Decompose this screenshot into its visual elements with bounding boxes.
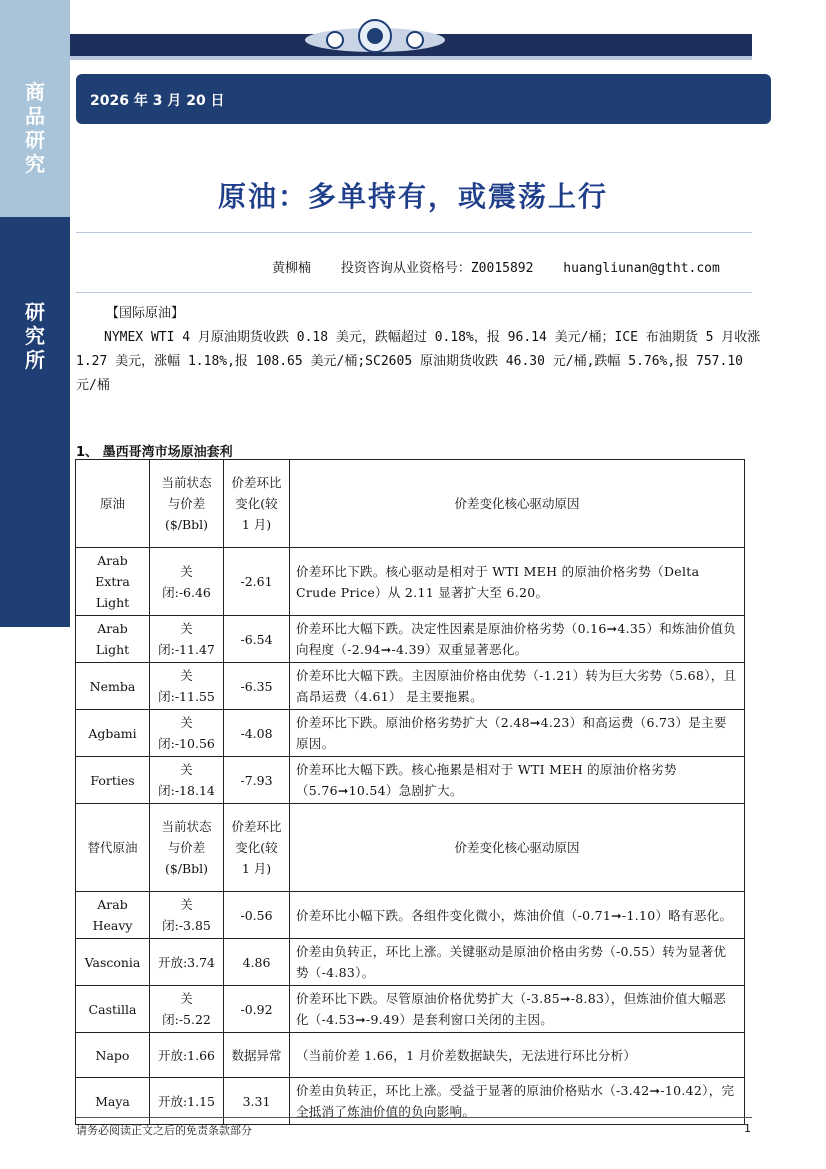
table-cell: 价差由负转正，环比上涨。受益于显著的原油价格贴水（-3.42➞-10.42），完全抵消了炼油价值的负向影响。 (290, 1078, 745, 1125)
table-cell: 关闭:-6.46 (150, 548, 224, 616)
table-cell: （当前价差 1.66，1 月价差数据缺失，无法进行环比分析） (290, 1033, 745, 1078)
section-tag: 【国际原油】 (106, 306, 185, 321)
table-cell: 价差环比下跌。原油价格劣势扩大（2.48➞4.23）和高运费（6.73）是主要原因。 (290, 710, 745, 757)
summary-paragraph (76, 326, 770, 398)
table-cell: 关闭:-5.22 (150, 986, 224, 1033)
table-cell: 数据异常 (224, 1033, 290, 1078)
table-row (76, 616, 745, 663)
table-header-cell: 价差变化核心驱动原因 (290, 804, 745, 892)
table-cell: 开放:1.15 (150, 1078, 224, 1125)
table-cell: 价差环比下跌。尽管原油价格优势扩大（-3.85➞-8.83），但炼油价值大幅恶化（-4.53➞-9.49）是套利窗口关闭的主因。 (290, 986, 745, 1033)
sidebar-top-label: 商品研究 (25, 80, 45, 176)
table-row (76, 939, 745, 986)
table-cell: -0.56 (224, 892, 290, 939)
table-cell: 价差环比大幅下跌。核心拖累是相对于 WTI MEH 的原油价格劣势（5.76➞10.54）急剧扩大。 (290, 757, 745, 804)
table-cell: 价差环比大幅下跌。主因原油价格由优势（-1.21）转为巨大劣势（5.68），且高昂运费（4.61） 是主要拖累。 (290, 663, 745, 710)
table-cell: 价差环比大幅下跌。决定性因素是原油价格劣势（0.16➞4.35）和炼油价值负向程度（-2.94➞-4.39）双重显著恶化。 (290, 616, 745, 663)
table-row (76, 1033, 745, 1078)
header-ornament (300, 14, 450, 54)
divider (76, 292, 752, 293)
sidebar-mid-label: 研究所 (25, 300, 45, 372)
table-cell: Maya (76, 1078, 150, 1125)
table-cell: 价差环比下跌。核心驱动是相对于 WTI MEH 的原油价格劣势（Delta Crude Price）从 2.11 显著扩大至 6.20。 (290, 548, 745, 616)
arbitrage-table (75, 459, 745, 1125)
author-email: huangliunan@gtht.com (563, 261, 720, 276)
table-cell: 关闭:-3.85 (150, 892, 224, 939)
table-header-cell: 价差变化核心驱动原因 (290, 460, 745, 548)
table-header-cell: 替代原油 (76, 804, 150, 892)
table-cell: Agbami (76, 710, 150, 757)
table-header-row (76, 804, 745, 892)
table-row (76, 663, 745, 710)
table-cell: Castilla (76, 986, 150, 1033)
report-title: 原油：多单持有，或震荡上行 (217, 180, 608, 213)
table-cell: -6.54 (224, 616, 290, 663)
section-heading: 1、 墨西哥湾市场原油套利 (76, 445, 233, 460)
table-cell: 关闭:-10.56 (150, 710, 224, 757)
table-cell: Arab Extra Light (76, 548, 150, 616)
table-header-cell: 价差环比变化(较 1 月) (224, 460, 290, 548)
table-row (76, 757, 745, 804)
table-cell: 4.86 (224, 939, 290, 986)
author-name: 黄柳楠 (272, 261, 312, 276)
table-header-cell: 当前状态与价差($/Bbl) (150, 804, 224, 892)
table-cell: Forties (76, 757, 150, 804)
table-row (76, 548, 745, 616)
sidebar-mid-band (0, 217, 70, 627)
table-cell: 关闭:-18.14 (150, 757, 224, 804)
table-header-row (76, 460, 745, 548)
table-cell: Nemba (76, 663, 150, 710)
table-cell: 关闭:-11.47 (150, 616, 224, 663)
table-cell: Napo (76, 1033, 150, 1078)
header-bar-accent (70, 56, 752, 60)
summary-text: NYMEX WTI 4 月原油期货收跌 0.18 美元，跌幅超过 0.18%，报 96.14 美元/桶；ICE 布油期货 5 月收涨 1.27 美元，涨幅 1.18%,报 108.65 美元/桶;SC2605 原油期货收跌 46.30 元/桶,跌幅 5.76%,报 757.10 元/桶 (76, 330, 761, 393)
table-row (76, 892, 745, 939)
author-qualification: 投资咨询从业资格号：Z0015892 (340, 261, 534, 276)
table-header-cell: 价差环比变化(较 1 月) (224, 804, 290, 892)
author-line (272, 257, 742, 276)
footer-disclaimer: 请务必阅读正文之后的免责条款部分 (76, 1124, 252, 1137)
table-cell: -4.08 (224, 710, 290, 757)
table-cell: 开放:1.66 (150, 1033, 224, 1078)
table-cell: -0.92 (224, 986, 290, 1033)
table-cell: 关闭:-11.55 (150, 663, 224, 710)
table-cell: Arab Light (76, 616, 150, 663)
table-cell: 开放:3.74 (150, 939, 224, 986)
table-cell: 价差由负转正，环比上涨。关键驱动是原油价格由劣势（-0.55）转为显著优势（-4.83）。 (290, 939, 745, 986)
report-date: 2026 年 3 月 20 日 (90, 93, 225, 109)
table-row (76, 986, 745, 1033)
divider (76, 232, 752, 233)
table-row (76, 710, 745, 757)
table-cell: 价差环比小幅下跌。各组件变化微小，炼油价值（-0.71➞-1.10）略有恶化。 (290, 892, 745, 939)
table-cell: -6.35 (224, 663, 290, 710)
table-cell: 3.31 (224, 1078, 290, 1125)
table-header-cell: 当前状态与价差($/Bbl) (150, 460, 224, 548)
footer-divider (76, 1117, 752, 1118)
table-cell: -7.93 (224, 757, 290, 804)
page-number: 1 (744, 1122, 751, 1135)
table-cell: -2.61 (224, 548, 290, 616)
table-cell: Arab Heavy (76, 892, 150, 939)
table-header-cell: 原油 (76, 460, 150, 548)
table-cell: Vasconia (76, 939, 150, 986)
